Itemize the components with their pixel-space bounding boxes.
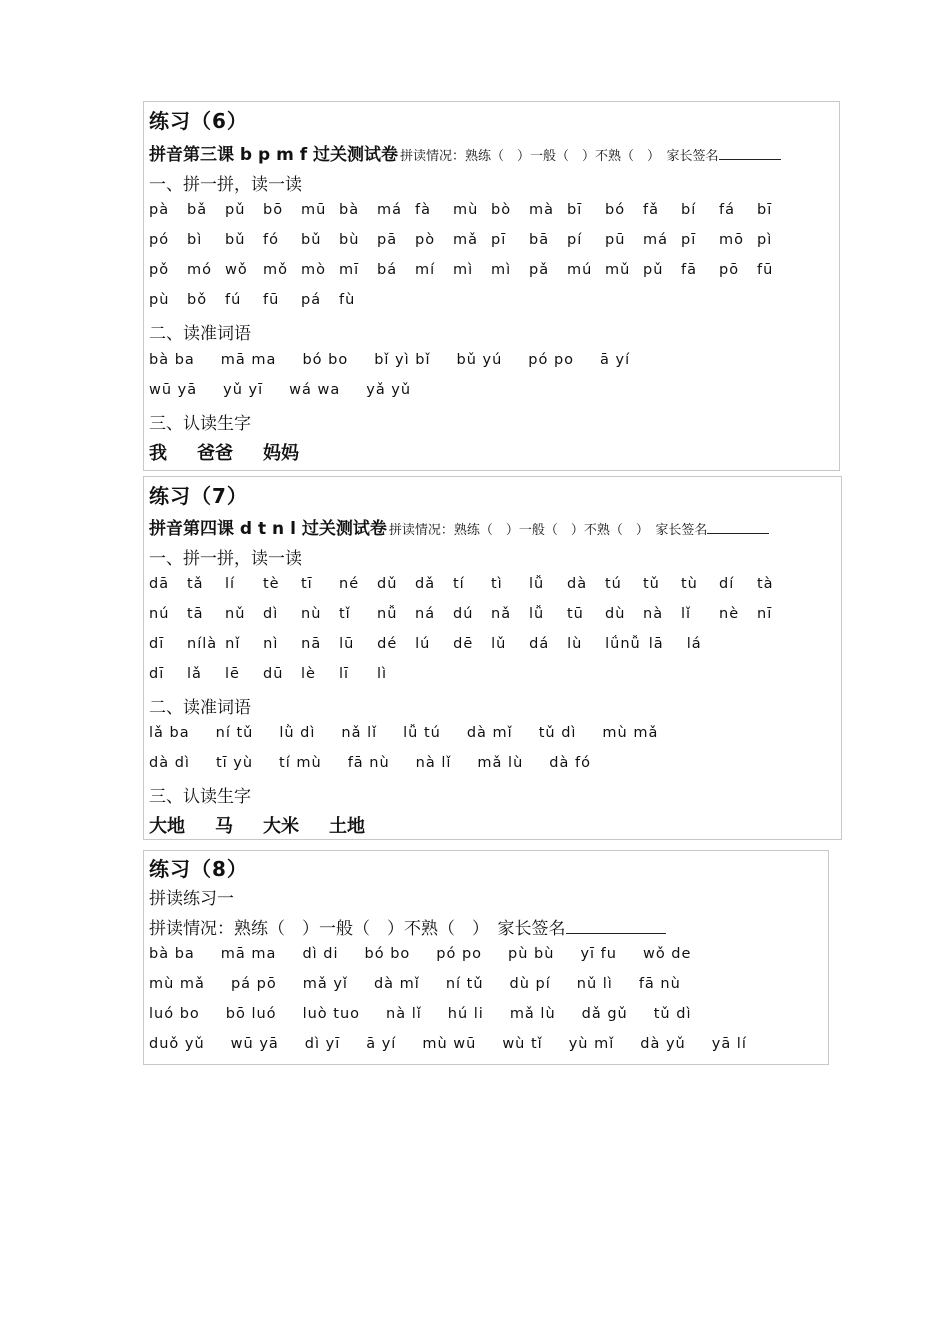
word-row (149, 976, 707, 992)
syllable-item: lī (339, 666, 350, 682)
syllable-row (149, 262, 795, 278)
exercise-7-panel (143, 476, 842, 840)
word-item: dì yī (304, 1036, 341, 1052)
syllable-item: bǔ (301, 232, 322, 248)
syllable-item: lǎ (187, 666, 202, 682)
word-item: dì di (302, 946, 339, 962)
syllable-item: lū (339, 636, 355, 652)
syllable-item: tè (263, 576, 280, 592)
syllable-item: bī (567, 202, 583, 218)
syllable-item: nà (643, 606, 664, 622)
syllable-item: pì (757, 232, 773, 248)
syllable-item: tì (491, 576, 503, 592)
syllable-item: dī (149, 636, 165, 652)
syllable-item: fū (757, 262, 774, 278)
word-item: yǔ yī (223, 382, 264, 398)
word-item: tí mù (279, 755, 322, 771)
syllable-item: fā (681, 262, 697, 278)
word-item: nǎ lǐ (341, 725, 378, 741)
syllable-item: nǐ (225, 636, 241, 652)
section-heading: 三、认读生字 (149, 787, 251, 807)
syllable-item: lē (225, 666, 240, 682)
word-item: bō luó (225, 1006, 277, 1022)
syllable-item: tā (187, 606, 204, 622)
syllable-item: pǎ (529, 262, 550, 278)
syllable-item: bā (529, 232, 550, 248)
word-item: tǔ dì (653, 1006, 692, 1022)
syllable-item: fú (225, 292, 242, 308)
syllable-item: lú (415, 636, 431, 652)
syllable-item: pǔ (225, 202, 246, 218)
syllable-item: má (377, 202, 403, 218)
word-item: pó po (528, 352, 575, 368)
character-item: 马 (215, 816, 233, 837)
syllable-item: tū (567, 606, 584, 622)
syllable-item: dé (377, 636, 398, 652)
character-item: 爸爸 (197, 443, 233, 464)
section-heading: 二、读准词语 (149, 324, 251, 344)
exercise-title: 练习（8） (149, 857, 248, 881)
section-heading: 二、读准词语 (149, 698, 251, 718)
lesson-name: 拼音第三课 b p m f 过关测试卷 (149, 145, 399, 165)
syllable-row (149, 606, 795, 622)
word-item: dǎ gǔ (581, 1006, 628, 1022)
word-row (149, 1036, 773, 1052)
syllable-item: bì (187, 232, 203, 248)
word-item: bǔ yú (456, 352, 503, 368)
syllable-item: bō (263, 202, 284, 218)
syllable-item: dá (529, 636, 550, 652)
word-row (149, 725, 684, 741)
syllable-item: lì (377, 666, 388, 682)
syllable-item: lǚ (529, 576, 545, 592)
syllable-item: nílà (187, 636, 218, 652)
reading-status: 拼读情况：熟练（ ）一般（ ）不熟（ ） 家长签名 (388, 523, 708, 538)
word-item: bǐ yì bǐ (374, 352, 431, 368)
reading-status: 拼读情况：熟练（ ）一般（ ）不熟（ ） 家长签名 (400, 149, 719, 164)
syllable-item: dē (453, 636, 474, 652)
syllable-item: lí (225, 576, 236, 592)
word-item: yī fu (580, 946, 617, 962)
word-item: yǎ yǔ (366, 382, 412, 398)
syllable-item: fū (263, 292, 280, 308)
syllable-item: dì (263, 606, 279, 622)
word-item: wū yā (230, 1036, 279, 1052)
syllable-item: nú (149, 606, 170, 622)
syllable-item: tī (301, 576, 313, 592)
section-heading: 三、认读生字 (149, 414, 251, 434)
syllable-item: dù (605, 606, 626, 622)
word-item: wū yā (149, 382, 198, 398)
word-item: wǒ de (642, 946, 692, 962)
syllable-item: né (339, 576, 360, 592)
word-item: nà lǐ (415, 755, 452, 771)
syllable-item: mì (491, 262, 512, 278)
syllable-item: dǎ (415, 576, 436, 592)
signature-line (719, 147, 781, 160)
word-item: fā nù (638, 976, 681, 992)
word-item: fā nù (347, 755, 390, 771)
word-item: mā ma (220, 352, 277, 368)
syllable-item: tù (681, 576, 698, 592)
word-item: bó bo (302, 352, 349, 368)
syllable-item: mù (453, 202, 479, 218)
syllable-item: bà (339, 202, 360, 218)
word-item: luó bo (149, 1006, 200, 1022)
word-item: nǔ lì (576, 976, 613, 992)
word-row (149, 382, 437, 398)
word-item: yā lí (711, 1036, 747, 1052)
syllable-item: dǔ (377, 576, 398, 592)
syllable-item: pó (149, 232, 170, 248)
syllable-item: lǘnǚ (605, 636, 641, 652)
syllable-item: bǔ (225, 232, 246, 248)
syllable-item: nī (757, 606, 773, 622)
syllable-item: dū (263, 666, 284, 682)
exercise-title: 练习（7） (149, 484, 248, 508)
word-row (149, 352, 656, 368)
syllable-item: tǎ (187, 576, 204, 592)
syllable-item: bī (757, 202, 773, 218)
syllable-item: fá (719, 202, 735, 218)
character-item: 大地 (149, 816, 185, 837)
syllable-row (149, 666, 415, 682)
word-item: dà yǔ (640, 1036, 686, 1052)
syllable-item: fù (339, 292, 356, 308)
syllable-item: nǎ (491, 606, 512, 622)
syllable-item: dú (453, 606, 474, 622)
syllable-item: pū (605, 232, 626, 248)
syllable-item: lǐ (681, 606, 692, 622)
syllable-item: bò (491, 202, 512, 218)
syllable-item: pù (149, 292, 170, 308)
syllable-item: bù (339, 232, 360, 248)
syllable-item: fǎ (643, 202, 659, 218)
exercise-8-panel (143, 850, 829, 1065)
syllable-item: bí (681, 202, 697, 218)
syllable-item: nǚ (377, 606, 398, 622)
word-item: mǎ lù (509, 1006, 556, 1022)
syllable-item: pà (149, 202, 170, 218)
syllable-row (149, 576, 795, 592)
signature-line (707, 521, 769, 534)
word-item: bà ba (149, 352, 195, 368)
syllable-item: mǎ (453, 232, 479, 248)
syllable-item: dà (567, 576, 588, 592)
syllable-item: lǚ (529, 606, 545, 622)
syllable-item: pō (719, 262, 740, 278)
lesson-header (149, 514, 769, 539)
syllable-item: tǔ (643, 576, 660, 592)
syllable-item: pī (681, 232, 697, 248)
word-item: yù mǐ (568, 1036, 615, 1052)
word-row (149, 946, 717, 962)
syllable-item: lù (567, 636, 583, 652)
syllable-item: lá (686, 636, 702, 652)
syllable-item: mǒ (263, 262, 288, 278)
syllable-item: fó (263, 232, 279, 248)
section-heading: 一、拼一拼，读一读 (149, 175, 302, 195)
word-item: dà mǐ (373, 976, 420, 992)
word-item: hú li (447, 1006, 484, 1022)
word-item: lǎ ba (149, 725, 190, 741)
section-heading: 一、拼一拼，读一读 (149, 549, 302, 569)
syllable-item: pò (415, 232, 436, 248)
character-row (149, 812, 395, 838)
syllable-item: pā (377, 232, 398, 248)
syllable-row (149, 636, 725, 652)
syllable-item: nǔ (225, 606, 246, 622)
word-item: pó po (436, 946, 483, 962)
syllable-item: tà (757, 576, 774, 592)
syllable-item: ná (415, 606, 436, 622)
lesson-header (149, 140, 781, 165)
word-item: dà fó (549, 755, 591, 771)
word-item: bà ba (149, 946, 195, 962)
syllable-item: mū (301, 202, 327, 218)
word-item: ā yí (600, 352, 631, 368)
syllable-item: pǒ (149, 262, 170, 278)
syllable-item: nè (719, 606, 740, 622)
character-item: 妈妈 (263, 443, 299, 464)
syllable-item: fà (415, 202, 431, 218)
character-item: 我 (149, 443, 167, 464)
word-item: mù mǎ (149, 976, 205, 992)
word-item: mù wū (422, 1036, 477, 1052)
word-item: mǎ lù (477, 755, 524, 771)
character-row (149, 439, 329, 465)
word-item: mǎ yǐ (302, 976, 348, 992)
word-item: dù pí (509, 976, 551, 992)
word-item: wù tǐ (502, 1036, 543, 1052)
syllable-item: tú (605, 576, 622, 592)
exercise-6-panel (143, 101, 840, 471)
word-row (149, 1006, 717, 1022)
syllable-item: pī (491, 232, 507, 248)
lesson-name: 拼音第四课 d t n l 过关测试卷 (149, 519, 387, 539)
syllable-item: nā (301, 636, 322, 652)
syllable-item: mó (187, 262, 212, 278)
syllable-item: mī (339, 262, 360, 278)
word-item: duǒ yǔ (149, 1036, 205, 1052)
syllable-item: tǐ (339, 606, 351, 622)
exercise-title: 练习（6） (149, 109, 248, 133)
word-item: dà dì (149, 755, 190, 771)
syllable-item: lǔ (491, 636, 507, 652)
word-item: luò tuo (302, 1006, 361, 1022)
syllable-item: dí (719, 576, 735, 592)
reading-status: 拼读情况：熟练（ ）一般（ ）不熟（ ） 家长签名 (149, 919, 566, 939)
syllable-item: dā (149, 576, 170, 592)
word-item: lǚ tú (403, 725, 441, 741)
word-item: mā ma (220, 946, 277, 962)
syllable-item: pǔ (643, 262, 664, 278)
syllable-row (149, 292, 377, 308)
word-item: mù mǎ (602, 725, 659, 741)
reading-status-row (149, 914, 666, 939)
word-item: tǔ dì (538, 725, 577, 741)
syllable-item: mō (719, 232, 744, 248)
syllable-item: lā (648, 636, 664, 652)
syllable-item: lè (301, 666, 316, 682)
word-item: pù bù (508, 946, 555, 962)
syllable-row (149, 202, 795, 218)
syllable-item: nì (263, 636, 279, 652)
syllable-item: mú (567, 262, 593, 278)
word-item: ní tǔ (215, 725, 254, 741)
word-item: nà lǐ (386, 1006, 422, 1022)
word-item: ní tǔ (445, 976, 484, 992)
signature-line (566, 917, 666, 934)
syllable-item: mà (529, 202, 555, 218)
syllable-item: mò (301, 262, 326, 278)
syllable-item: bá (377, 262, 398, 278)
syllable-item: bǎ (187, 202, 208, 218)
syllable-item: mì (453, 262, 474, 278)
syllable-item: dī (149, 666, 165, 682)
exercise-subtitle: 拼读练习一 (149, 889, 234, 909)
syllable-item: bǒ (187, 292, 208, 308)
word-item: tī yù (215, 755, 254, 771)
syllable-item: pí (567, 232, 583, 248)
syllable-item: mí (415, 262, 436, 278)
syllable-item: bó (605, 202, 626, 218)
syllable-item: má (643, 232, 669, 248)
syllable-row (149, 232, 795, 248)
word-item: wá wa (289, 382, 341, 398)
word-item: pá pō (230, 976, 277, 992)
character-item: 大米 (263, 816, 299, 837)
syllable-item: nù (301, 606, 322, 622)
syllable-item: wǒ (225, 262, 248, 278)
syllable-item: tí (453, 576, 465, 592)
word-item: ā yí (366, 1036, 397, 1052)
word-item: lǜ dì (279, 725, 316, 741)
character-item: 土地 (329, 816, 365, 837)
syllable-item: mǔ (605, 262, 631, 278)
word-row (149, 755, 617, 771)
syllable-item: pá (301, 292, 322, 308)
word-item: bó bo (364, 946, 411, 962)
word-item: dà mǐ (466, 725, 513, 741)
